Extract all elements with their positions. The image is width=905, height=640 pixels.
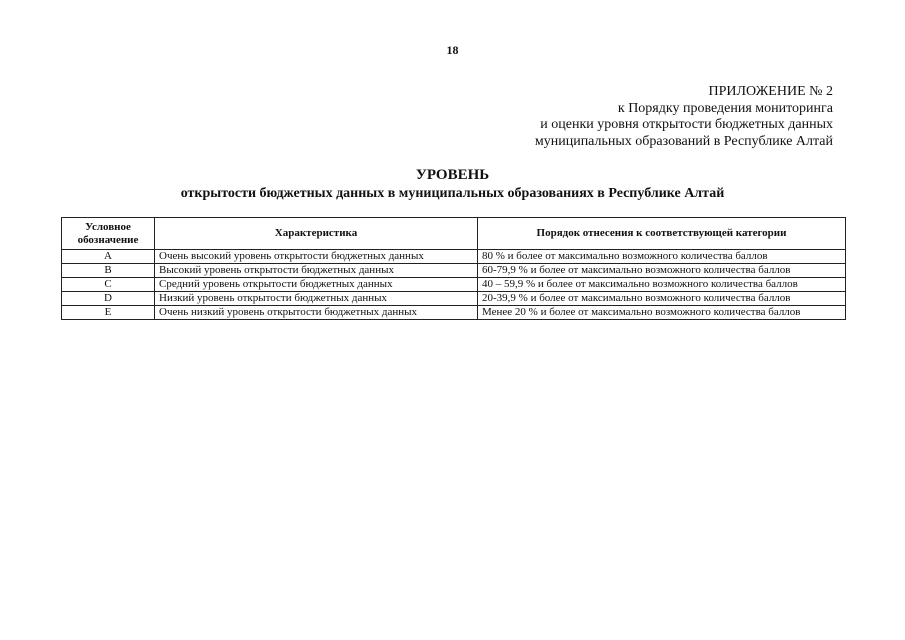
table-row <box>62 306 846 320</box>
table-row <box>62 264 846 278</box>
table-row <box>62 278 846 292</box>
appendix-line-2: и оценки уровня открытости бюджетных данных <box>540 117 833 132</box>
cell-code: D <box>62 292 155 306</box>
cell-code: B <box>62 264 155 278</box>
cell-order: Менее 20 % и более от максимально возможного количества баллов <box>478 306 846 320</box>
cell-order: 80 % и более от максимально возможного количества баллов <box>478 250 846 264</box>
cell-characteristic: Низкий уровень открытости бюджетных данных <box>155 292 478 306</box>
cell-order: 60-79,9 % и более от максимально возможного количества баллов <box>478 264 846 278</box>
levels-table <box>61 217 846 320</box>
cell-characteristic: Средний уровень открытости бюджетных данных <box>155 278 478 292</box>
cell-characteristic: Очень низкий уровень открытости бюджетных данных <box>155 306 478 320</box>
table-row <box>62 292 846 306</box>
document-title: УРОВЕНЬ <box>415 167 490 183</box>
cell-order: 20-39,9 % и более от максимально возможного количества баллов <box>478 292 846 306</box>
header-order: Порядок отнесения к соответствующей категории <box>478 218 846 250</box>
header-characteristic: Характеристика <box>155 218 478 250</box>
appendix-line-1: к Порядку проведения мониторинга <box>617 100 833 116</box>
appendix-title: ПРИЛОЖЕНИЕ № 2 <box>708 84 833 99</box>
table-header-row <box>62 218 846 250</box>
header-code: Условное обозначение <box>62 218 155 250</box>
cell-code: C <box>62 278 155 292</box>
cell-characteristic: Очень высокий уровень открытости бюджетных данных <box>155 250 478 264</box>
document-subtitle: открытости бюджетных данных в муниципальных образованиях в Республике Алтай <box>180 186 725 201</box>
cell-code: A <box>62 250 155 264</box>
appendix-block <box>535 84 833 150</box>
page-number: 18 <box>446 43 459 57</box>
cell-code: E <box>62 306 155 320</box>
cell-characteristic: Высокий уровень открытости бюджетных данных <box>155 264 478 278</box>
table-row <box>62 250 846 264</box>
appendix-line-3: муниципальных образований в Республике Алтай <box>534 133 833 149</box>
cell-order: 40 – 59,9 % и более от максимально возможного количества баллов <box>478 278 846 292</box>
